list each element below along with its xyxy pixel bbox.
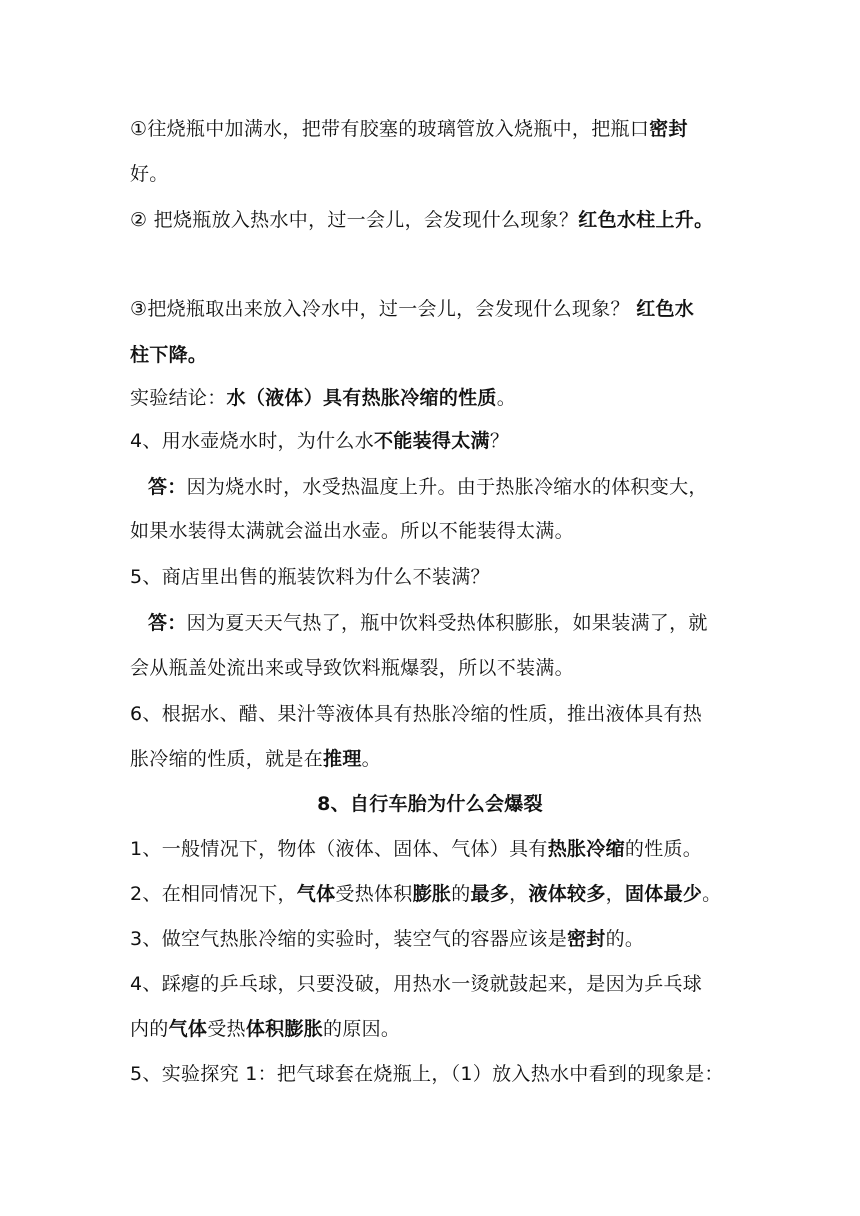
bold-text: 液体较多	[528, 883, 606, 905]
text-line	[130, 296, 740, 322]
text-segment: 实验结论：	[130, 387, 227, 409]
text-segment: 的性质。	[624, 838, 703, 860]
text-line	[130, 655, 740, 681]
text-segment: 的	[451, 883, 471, 905]
bold-text: 气体	[296, 883, 336, 905]
text-line	[130, 518, 740, 544]
text-line	[130, 926, 740, 952]
text-segment: 2、在相同情况下，	[130, 883, 297, 905]
text-line	[130, 161, 740, 187]
bold-text: 红色水	[636, 298, 695, 320]
bold-text: 体积膨胀	[245, 1018, 324, 1040]
bold-text: 8、自行车胎为什么会爆裂	[317, 793, 543, 815]
text-line	[130, 564, 740, 590]
bold-text: 气体	[168, 1018, 208, 1040]
text-line	[130, 342, 740, 368]
text-segment: ①往烧瓶中加满水，把带有胶塞的玻璃管放入烧瓶中，把瓶口	[130, 118, 650, 140]
text-segment: 5、商店里出售的瓶装饮料为什么不装满？	[130, 566, 490, 588]
text-segment: 因为烧水时，水受热温度上升。由于热胀冷缩水的体积变大，	[186, 476, 708, 498]
text-line	[130, 385, 740, 411]
text-segment: 。	[496, 387, 517, 409]
bold-text: 热胀冷缩	[547, 838, 625, 860]
bold-text: 答：	[148, 476, 187, 498]
text-line	[130, 881, 740, 907]
bold-text: 最多	[470, 883, 510, 905]
answer-line	[148, 474, 758, 500]
text-line	[130, 701, 740, 727]
text-line	[130, 746, 740, 772]
text-segment: 。	[702, 883, 722, 905]
text-segment: 胀冷缩的性质，就是在	[130, 748, 324, 770]
text-segment: 好。	[130, 163, 169, 185]
bold-text: 水（液体）具有热胀冷缩的性质	[226, 387, 497, 409]
answer-line	[148, 610, 758, 636]
section-heading	[0, 791, 860, 817]
text-segment: 4、用水壶烧水时，为什么水	[130, 430, 374, 452]
text-segment: 内的	[130, 1018, 169, 1040]
text-segment: ，	[509, 883, 529, 905]
text-line	[130, 207, 740, 233]
text-line	[130, 1016, 740, 1042]
text-line	[130, 1061, 740, 1087]
text-line	[130, 836, 740, 862]
text-segment: ，	[605, 883, 625, 905]
text-line	[130, 428, 740, 454]
text-segment: 如果水装得太满就会溢出水壶。所以不能装得太满。	[130, 520, 574, 542]
text-segment: 受热	[207, 1018, 246, 1040]
bold-text: 密封	[567, 928, 606, 950]
text-segment: ③把烧瓶取出来放入冷水中，过一会儿，会发现什么现象？	[130, 298, 637, 320]
text-segment: ？	[489, 430, 510, 452]
bold-text: 红色水柱上升。	[578, 209, 714, 231]
text-segment: 1、一般情况下，物体（液体、固体、气体）具有	[130, 838, 548, 860]
text-segment: 4、踩瘪的乒乓球，只要没破，用热水一烫就鼓起来，是因为乒乓球	[130, 973, 703, 995]
bold-text: 固体最少	[624, 883, 703, 905]
bold-text: 柱下降。	[130, 344, 208, 366]
text-segment: 6、根据水、醋、果汁等液体具有热胀冷缩的性质，推出液体具有热	[130, 703, 703, 725]
text-segment: 受热体积	[335, 883, 413, 905]
text-segment: ② 把烧瓶放入热水中，过一会儿，会发现什么现象？	[130, 209, 579, 231]
bold-text: 膨胀	[412, 883, 452, 905]
bold-text: 答：	[148, 612, 187, 634]
bold-text: 推理	[323, 748, 362, 770]
text-segment: 因为夏天天气热了，瓶中饮料受热体积膨胀，如果装满了，就	[186, 612, 708, 634]
text-segment: 的。	[605, 928, 645, 950]
text-segment: 5、实验探究 1：把气球套在烧瓶上，（1）放入热水中看到的现象是：	[130, 1063, 724, 1085]
bold-text: 密封	[649, 118, 688, 140]
bold-text: 不能装得太满	[374, 430, 490, 452]
text-line	[130, 116, 740, 142]
text-segment: 3、做空气热胀冷缩的实验时，装空气的容器应该是	[130, 928, 567, 950]
text-segment: 。	[361, 748, 381, 770]
text-segment: 的原因。	[323, 1018, 401, 1040]
text-segment: 会从瓶盖处流出来或导致饮料瓶爆裂，所以不装满。	[130, 657, 574, 679]
text-line	[130, 971, 740, 997]
